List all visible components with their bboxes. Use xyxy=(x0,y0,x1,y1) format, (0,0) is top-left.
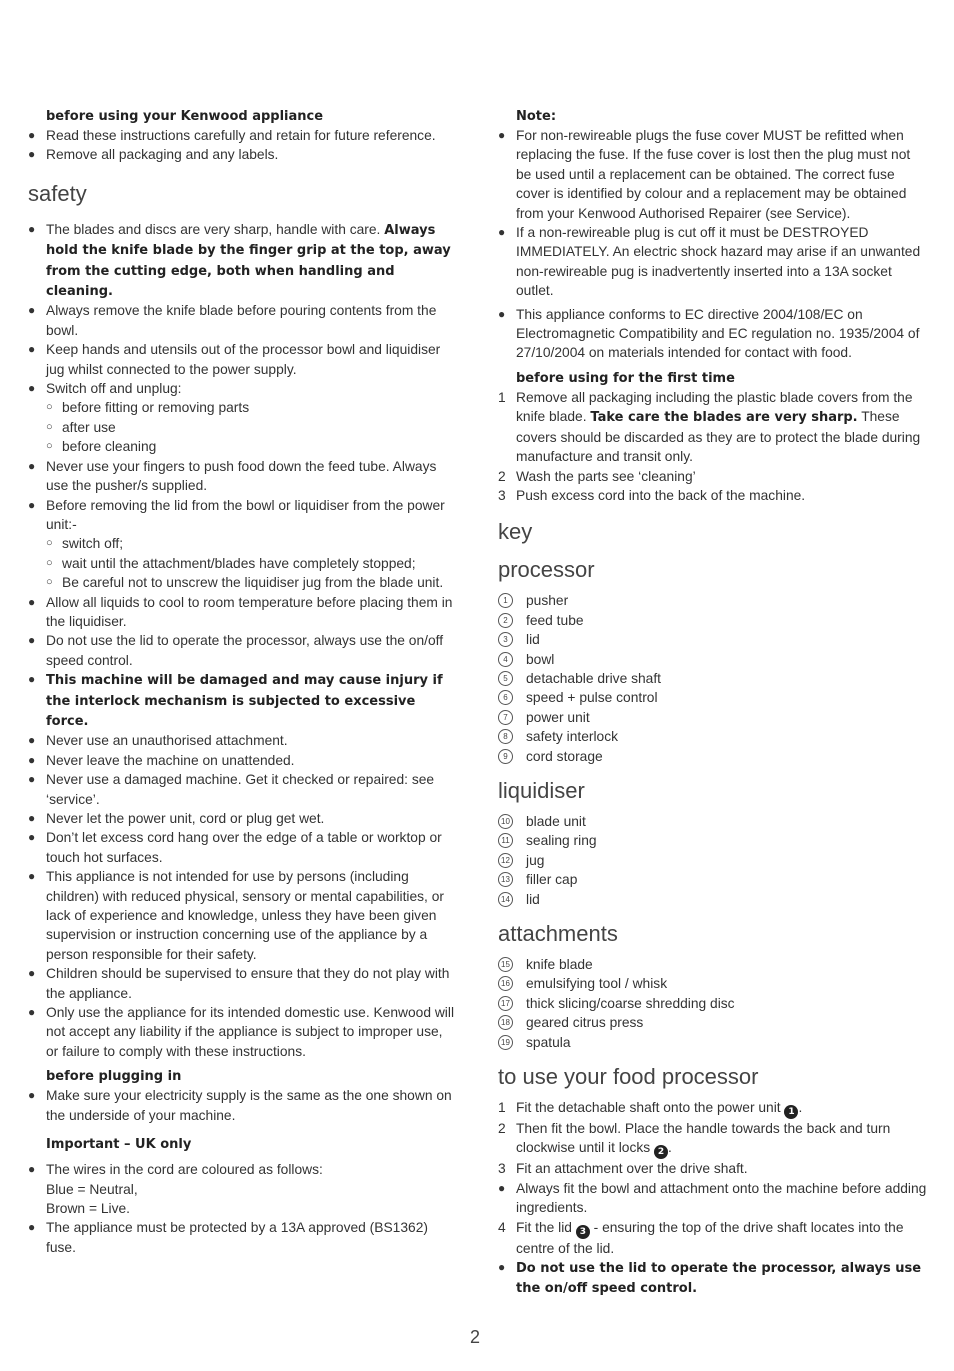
list-item: ● Before removing the lid from the bowl or liquidiser from the power unit:- xyxy=(28,497,445,532)
circle-bullet-icon: ○ xyxy=(46,440,53,453)
sub-list-item: ○ switch off; xyxy=(28,534,458,553)
key-item xyxy=(498,1033,928,1052)
bullet-icon: ● xyxy=(28,811,36,825)
list-item: ● If a non-rewireable plug is cut off it must be DESTROYED IMMEDIATELY. An electric shock hazard may arise if an unwanted non-rewireable pug is inadvertently inserted into a 13A socket outlet. xyxy=(498,225,921,299)
circle-bullet-icon: ○ xyxy=(46,556,53,569)
list-item: ● This machine will be damaged and may cause injury if the interlock mechanism is subjected to excessive force. xyxy=(28,672,443,729)
step-number: 3 xyxy=(498,1161,506,1177)
bullet-icon: ● xyxy=(28,221,36,236)
list-item: ● Make sure your electricity supply is the same as the one shown on the underside of your machine. xyxy=(28,1088,452,1123)
list-item: ● Always remove the knife blade before pouring contents from the bowl. xyxy=(28,303,437,338)
number-circle-icon: 14 xyxy=(498,892,513,907)
bullet-icon: ● xyxy=(28,869,36,884)
key-item-label: bowl xyxy=(526,651,555,667)
step-badge-icon: 2 xyxy=(654,1145,668,1159)
key-item xyxy=(498,727,928,746)
number-circle-icon: 2 xyxy=(498,613,513,628)
list-item: ● Only use the appliance for its intended domestic use. Kenwood will not accept any liability if the appliance is subject to improper use, or failure to comply with these instructions. xyxy=(28,1005,455,1059)
key-item xyxy=(498,831,928,850)
bullet-icon: ● xyxy=(28,458,36,473)
page-number: 2 xyxy=(470,1327,481,1347)
list-item: ● Don’t let excess cord hang over the edge of a table or worktop or touch hot surfaces. xyxy=(28,830,442,865)
key-item xyxy=(498,890,928,909)
list-item: ● This appliance is not intended for use by persons (including children) with reduced physical, sensory or mental capabilities, or lack of experience and knowledge, unless they have been given supervision or instruction concerning use of the appliance by a person responsible for their safety. xyxy=(28,869,444,962)
sub-list-item: ○ before fitting or removing parts xyxy=(28,398,458,417)
number-circle-icon: 11 xyxy=(498,833,513,848)
attachments-heading: attachments xyxy=(498,921,618,946)
key-item-label: lid xyxy=(526,632,540,648)
number-circle-icon: 13 xyxy=(498,872,513,887)
bullet-icon: ● xyxy=(28,672,36,687)
key-item-label: geared citrus press xyxy=(526,1015,644,1031)
list-item: ● Never use an unauthorised attachment. xyxy=(28,731,458,750)
step-number: 3 xyxy=(498,487,506,503)
key-item-label: sealing ring xyxy=(526,833,597,849)
key-item-label: feed tube xyxy=(526,612,584,628)
number-circle-icon: 19 xyxy=(498,1035,513,1050)
list-item: ● Allow all liquids to cool to room temperature before placing them in the liquidiser. xyxy=(28,594,453,629)
step-item: 2 Then fit the bowl. Place the handle towards the back and turn clockwise until it locks 2 . xyxy=(498,1121,891,1158)
list-item: ● The appliance must be protected by a 13A approved (BS1362) fuse. xyxy=(28,1220,428,1255)
number-circle-icon: 16 xyxy=(498,976,513,991)
list-item: ● Do not use the lid to operate the processor, always use the on/off speed control. xyxy=(28,633,444,668)
list-item: ● Remove all packaging and any labels. xyxy=(28,145,458,164)
key-item-label: emulsifying tool / whisk xyxy=(526,976,668,992)
key-item xyxy=(498,630,928,649)
bullet-icon: ● xyxy=(28,342,36,357)
key-item xyxy=(498,747,928,766)
bullet-icon: ● xyxy=(28,1088,36,1103)
number-circle-icon: 4 xyxy=(498,652,513,667)
step-item: 3 Fit an attachment over the drive shaft. xyxy=(498,1159,928,1178)
bullet-icon: ● xyxy=(498,306,506,321)
bullet-icon: ● xyxy=(28,966,36,981)
bullet-icon: ● xyxy=(28,303,36,318)
processor-heading: processor xyxy=(498,557,595,583)
sub-list-item: ○ before cleaning xyxy=(28,437,458,456)
circle-bullet-icon: ○ xyxy=(46,401,53,414)
list-item: ● Do not use the lid to operate the processor, always use the on/off speed control. xyxy=(498,1260,922,1297)
key-item-label: knife blade xyxy=(526,957,593,972)
list-item: ● This appliance conforms to EC directive 2004/108/EC on Electromagnetic Compatibility and EC regulation no. 1935/2004 of 27/10/2004 on materials intended for contact with food. xyxy=(498,306,920,361)
bullet-icon: ● xyxy=(28,128,36,142)
before-using-heading: before using your Kenwood appliance xyxy=(46,109,324,124)
key-item xyxy=(498,708,928,727)
step-number: 4 xyxy=(498,1219,506,1235)
bullet-icon: ● xyxy=(28,1220,36,1235)
key-item-label: detachable drive shaft xyxy=(526,670,661,686)
step-number: 2 xyxy=(498,468,506,484)
key-item-label: lid xyxy=(526,891,540,907)
uk-only-heading: Important – UK only xyxy=(46,1137,192,1153)
first-time-heading: before using for the first time xyxy=(516,370,735,386)
bullet-icon: ● xyxy=(28,1162,36,1177)
circle-bullet-icon: ○ xyxy=(46,576,53,589)
step-item: 4 Fit the lid 3 - ensuring the top of the drive shaft locates into the centre of the lid. xyxy=(498,1219,904,1256)
sub-list-item: ○ Be careful not to unscrew the liquidiser jug from the blade unit. xyxy=(28,573,458,592)
step-number: 2 xyxy=(498,1121,506,1137)
list-item: ● Never leave the machine on unattended. xyxy=(28,751,458,770)
step-item: 2 Wash the parts see ‘cleaning’ xyxy=(498,467,928,486)
number-circle-icon: 17 xyxy=(498,996,513,1011)
circle-bullet-icon: ○ xyxy=(46,420,53,433)
left-column xyxy=(28,107,458,1257)
key-item xyxy=(498,1013,928,1032)
number-circle-icon: 5 xyxy=(498,671,513,686)
bullet-icon: ● xyxy=(28,752,36,767)
number-circle-icon: 1 xyxy=(498,593,513,608)
liquidiser-key-list xyxy=(498,812,928,909)
number-circle-icon: 15 xyxy=(498,957,513,972)
key-item-label: pusher xyxy=(526,593,569,609)
bullet-icon: ● xyxy=(498,1260,506,1275)
key-item xyxy=(498,812,928,831)
processor-key-list xyxy=(498,591,928,766)
key-item-label: safety interlock xyxy=(526,729,619,745)
list-item: ● The wires in the cord are coloured as follows: Blue = Neutral, Brown = Live. xyxy=(28,1162,323,1216)
sub-list-item: ○ wait until the attachment/blades have completely stopped; xyxy=(28,554,458,573)
right-column xyxy=(498,107,928,1299)
bullet-icon: ● xyxy=(28,733,36,748)
liquidiser-heading: liquidiser xyxy=(498,777,585,803)
key-item-label: power unit xyxy=(526,709,590,725)
key-item xyxy=(498,669,928,688)
bullet-icon: ● xyxy=(498,128,506,142)
list-item: ● Switch off and unplug: xyxy=(28,379,458,398)
use-processor-heading: to use your food processor xyxy=(498,1064,759,1090)
number-circle-icon: 6 xyxy=(498,690,513,705)
number-circle-icon: 8 xyxy=(498,729,513,744)
list-item: ● Read these instructions carefully and retain for future reference. xyxy=(28,126,458,145)
step-number: 1 xyxy=(498,1100,506,1116)
key-item xyxy=(498,650,928,669)
list-item: ● Keep hands and utensils out of the processor bowl and liquidiser jug whilst connected to the power supply. xyxy=(28,342,441,377)
list-item: ● For non-rewireable plugs the fuse cover MUST be refitted when replacing the fuse. If the fuse cover is lost then the plug must not be used until a replacement can be obtained. The correct fuse cover is identified by colour and a replacement may be obtained from your Kenwood Authorised Repairer (see Service). xyxy=(498,128,911,221)
number-circle-icon: 10 xyxy=(498,814,513,829)
bullet-icon: ● xyxy=(28,594,36,609)
bullet-icon: ● xyxy=(498,225,506,240)
bullet-icon: ● xyxy=(28,1005,36,1020)
list-item: ● The blades and discs are very sharp, handle with care. Always hold the knife blade by the finger grip at the top, away from the cutting edge, both when handling and cleaning. xyxy=(28,221,451,300)
circle-bullet-icon: ○ xyxy=(46,537,53,550)
key-item xyxy=(498,870,928,889)
key-item xyxy=(498,611,928,630)
step-item: 3 Push excess cord into the back of the machine. xyxy=(498,486,928,505)
list-item: ● Never use your fingers to push food down the feed tube. Always use the pusher/s supplied. xyxy=(28,458,437,494)
key-item-label: spatula xyxy=(526,1034,571,1050)
key-item xyxy=(498,851,928,870)
list-item: ● Never let the power unit, cord or plug get wet. xyxy=(28,809,458,828)
number-circle-icon: 9 xyxy=(498,749,513,764)
key-item-label: thick slicing/coarse shredding disc xyxy=(526,995,735,1011)
bullet-icon: ● xyxy=(28,633,36,648)
list-item: ● Always fit the bowl and attachment onto the machine before adding ingredients. xyxy=(498,1180,927,1216)
key-item-label: blade unit xyxy=(526,813,586,829)
bullet-icon: ● xyxy=(28,497,36,512)
step-badge-icon: 3 xyxy=(576,1225,590,1239)
safety-heading: safety xyxy=(28,180,87,206)
number-circle-icon: 12 xyxy=(498,853,513,868)
sub-list-item: ○ after use xyxy=(28,418,458,437)
key-item-label: speed + pulse control xyxy=(526,690,658,706)
before-plugging-heading: before plugging in xyxy=(46,1069,182,1085)
number-circle-icon: 3 xyxy=(498,632,513,647)
step-item: 1 Remove all packaging including the plastic blade covers from the knife blade. Take care the blades are very sharp. These covers should be discarded as they are to protect the blade during manufacture and transit only. xyxy=(498,389,921,465)
key-item-label: filler cap xyxy=(526,872,578,888)
list-item: ● Children should be supervised to ensure that they do not play with the appliance. xyxy=(28,966,450,1001)
key-item xyxy=(498,994,928,1013)
key-item-label: jug xyxy=(526,852,545,868)
key-item xyxy=(498,955,928,974)
bullet-icon: ● xyxy=(28,381,36,396)
number-circle-icon: 18 xyxy=(498,1015,513,1030)
note-heading: Note: xyxy=(516,109,557,124)
step-badge-icon: 1 xyxy=(784,1105,798,1119)
bullet-icon: ● xyxy=(498,1180,506,1195)
step-item: 1 Fit the detachable shaft onto the power unit 1 . xyxy=(498,1100,803,1118)
bullet-icon: ● xyxy=(28,147,36,162)
number-circle-icon: 7 xyxy=(498,710,513,725)
bullet-icon: ● xyxy=(28,772,36,787)
key-item-label: cord storage xyxy=(526,748,603,764)
step-number: 1 xyxy=(498,389,506,405)
key-item xyxy=(498,974,928,993)
attachments-key-list xyxy=(498,955,928,1052)
key-heading: key xyxy=(498,519,533,545)
key-item xyxy=(498,688,928,707)
bullet-icon: ● xyxy=(28,830,36,845)
list-item: ● Never use a damaged machine. Get it checked or repaired: see ‘service’. xyxy=(28,772,435,807)
key-item xyxy=(498,591,928,610)
